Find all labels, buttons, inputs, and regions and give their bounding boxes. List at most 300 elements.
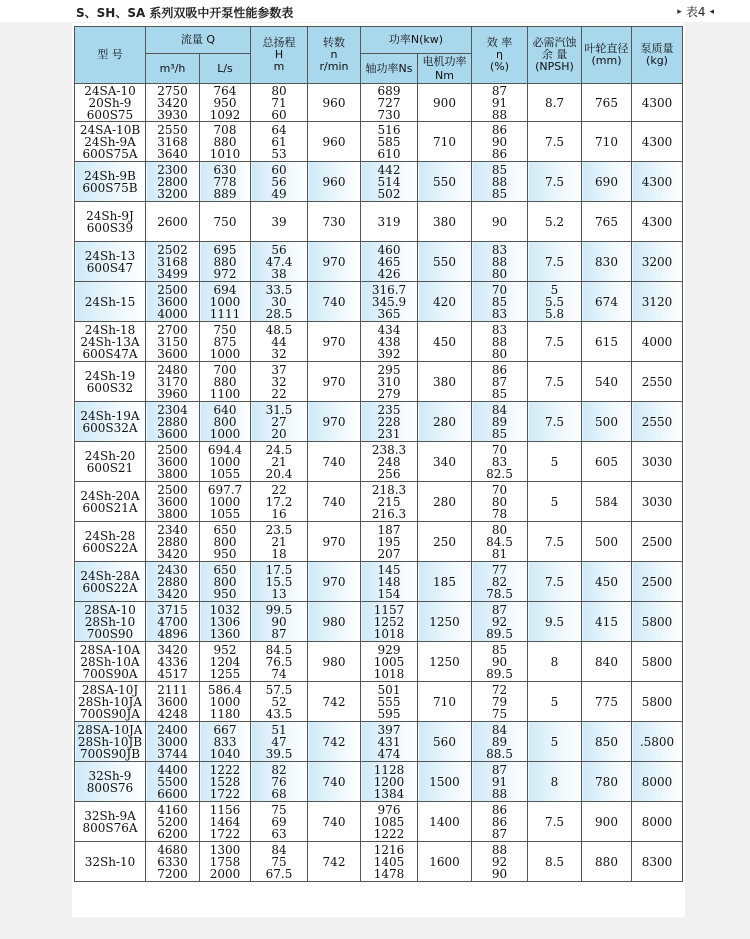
cell-efficiency-line: 91	[491, 774, 508, 789]
cell-motor-power: 1600	[418, 842, 472, 882]
cell-shaft-power-line: 1478	[373, 866, 405, 881]
cell-shaft-power-line: 595	[377, 706, 401, 721]
cell-npsh-line: 7.5	[544, 174, 565, 189]
cell-shaft-power	[361, 482, 418, 522]
table-row	[75, 482, 683, 522]
cell-shaft-power-line: 1222	[373, 826, 405, 841]
cell-efficiency	[472, 442, 528, 482]
cell-flow-m3h-line: 4000	[157, 306, 188, 321]
cell-impeller: 605	[582, 442, 632, 482]
cell-flow-ls-line: 800	[213, 574, 237, 589]
cell-flow-ls-line: 667	[213, 722, 237, 737]
cell-flow-ls	[200, 242, 251, 282]
cell-flow-m3h-line: 3420	[157, 586, 188, 601]
cell-head-line: 71	[271, 95, 287, 110]
cell-efficiency-line: 88	[491, 254, 508, 269]
cell-efficiency-line: 82	[491, 574, 508, 589]
table-row	[75, 362, 683, 402]
cell-mass: 3030	[632, 442, 683, 482]
cell-efficiency	[472, 482, 528, 522]
cell-npsh	[528, 562, 582, 602]
cell-efficiency-line: 84.5	[486, 534, 513, 549]
cell-head-line: 80	[271, 83, 287, 98]
cell-flow-ls-line: 650	[213, 562, 237, 577]
cell-model-line: 24Sh-9A	[84, 134, 136, 149]
cell-flow-m3h-line: 4400	[157, 762, 188, 777]
cell-efficiency	[472, 282, 528, 322]
cell-model-line: 28Sh-10JA	[77, 694, 143, 709]
cell-speed: 960	[308, 122, 361, 162]
cell-flow-m3h-line: 4336	[157, 654, 188, 669]
cell-head-line: 76	[271, 774, 287, 789]
cell-efficiency-line: 88	[491, 107, 508, 122]
cell-npsh-line: 7.5	[544, 574, 565, 589]
table-row	[75, 682, 683, 722]
cell-model-line: 600S21A	[82, 500, 138, 515]
col-head: 总扬程 H m	[251, 27, 308, 84]
cell-npsh	[528, 84, 582, 122]
cell-flow-m3h-line: 3168	[157, 254, 188, 269]
table-row	[75, 322, 683, 362]
cell-flow-ls-line: 1528	[209, 774, 241, 789]
cell-shaft-power-line: 295	[377, 362, 401, 377]
cell-model-line: 24Sh-20	[84, 448, 136, 463]
cell-flow-m3h	[146, 762, 200, 802]
cell-flow-m3h-line: 3600	[157, 454, 188, 469]
cell-shaft-power-line: 231	[377, 426, 401, 441]
col-mass: 泵质量 (kg)	[632, 27, 683, 84]
cell-head	[251, 722, 308, 762]
cell-speed: 742	[308, 722, 361, 762]
cell-flow-m3h-line: 2500	[157, 282, 188, 297]
cell-shaft-power-line: 426	[377, 266, 401, 281]
cell-impeller: 765	[582, 202, 632, 242]
cell-efficiency-line: 90	[491, 134, 508, 149]
cell-impeller: 830	[582, 242, 632, 282]
cell-shaft-power-line: 216.3	[371, 506, 407, 521]
cell-flow-ls-line: 800	[213, 414, 237, 429]
page-header	[0, 0, 750, 22]
cell-flow-ls	[200, 682, 251, 722]
cell-shaft-power	[361, 642, 418, 682]
pump-performance-table	[74, 26, 683, 882]
cell-shaft-power-line: 228	[377, 414, 401, 429]
cell-mass: 2550	[632, 402, 683, 442]
cell-motor-power: 560	[418, 722, 472, 762]
cell-efficiency	[472, 682, 528, 722]
cell-head-line: 37	[271, 362, 287, 377]
cell-efficiency-line: 83	[491, 306, 508, 321]
cell-head	[251, 602, 308, 642]
cell-flow-m3h-line: 3600	[157, 346, 188, 361]
cell-model	[75, 682, 146, 722]
cell-shaft-power	[361, 762, 418, 802]
cell-flow-ls	[200, 402, 251, 442]
table-row	[75, 242, 683, 282]
cell-head-line: 39	[271, 214, 287, 229]
cell-efficiency-line: 86	[491, 802, 508, 817]
cell-shaft-power-line: 316.7	[371, 282, 407, 297]
cell-npsh-line: 9.5	[544, 614, 565, 629]
prev-arrow-icon[interactable]: ▸	[677, 6, 682, 17]
cell-efficiency	[472, 362, 528, 402]
cell-npsh	[528, 202, 582, 242]
cell-shaft-power-line: 1384	[373, 786, 405, 801]
cell-head-line: 20.4	[265, 466, 293, 481]
cell-speed: 980	[308, 602, 361, 642]
cell-model-line: 24Sh-18	[84, 322, 136, 337]
cell-head-line: 76.5	[265, 654, 293, 669]
cell-flow-ls-line: 650	[213, 522, 237, 537]
cell-efficiency-line: 92	[491, 614, 508, 629]
cell-flow-ls-line: 833	[213, 734, 237, 749]
cell-model-line: 700S90JB	[79, 746, 141, 761]
cell-flow-ls-line: 1360	[209, 626, 241, 641]
cell-mass: 4000	[632, 322, 683, 362]
table-row	[75, 162, 683, 202]
cell-flow-ls-line: 1000	[209, 346, 241, 361]
cell-flow-ls-line: 640	[213, 402, 237, 417]
cell-flow-m3h	[146, 402, 200, 442]
cell-model-line: 20Sh-9	[88, 95, 132, 110]
cell-flow-ls-line: 708	[213, 122, 237, 137]
cell-head	[251, 322, 308, 362]
cell-flow-ls-line: 1092	[209, 107, 241, 122]
cell-flow-m3h-line: 3600	[157, 426, 188, 441]
cell-efficiency	[472, 642, 528, 682]
cell-model	[75, 122, 146, 162]
cell-npsh	[528, 802, 582, 842]
cell-shaft-power-line: 1216	[373, 842, 405, 857]
cell-impeller: 780	[582, 762, 632, 802]
cell-head-line: 90	[271, 614, 287, 629]
cell-mass: 4300	[632, 202, 683, 242]
cell-shaft-power-line: 442	[377, 162, 401, 177]
col-efficiency: 效 率 η (%)	[472, 27, 528, 84]
cell-flow-ls-line: 875	[213, 334, 237, 349]
cell-flow-ls-line: 750	[213, 214, 237, 229]
cell-efficiency-line: 89.5	[486, 626, 513, 641]
cell-efficiency-line: 75	[491, 706, 508, 721]
cell-head-line: 61	[271, 134, 287, 149]
cell-flow-m3h-line: 3930	[157, 107, 188, 122]
cell-motor-power: 420	[418, 282, 472, 322]
cell-shaft-power-line: 218.3	[371, 482, 407, 497]
cell-mass: 5800	[632, 602, 683, 642]
cell-model-line: 600S47A	[82, 346, 138, 361]
cell-shaft-power-line: 502	[377, 186, 401, 201]
cell-impeller: 840	[582, 642, 632, 682]
cell-flow-ls-line: 1204	[209, 654, 241, 669]
table-nav	[677, 3, 714, 20]
cell-head-line: 84.5	[265, 642, 293, 657]
col-npsh: 必需汽蚀 余 量 (NPSH)	[528, 27, 582, 84]
cell-head	[251, 842, 308, 882]
table-row	[75, 202, 683, 242]
cell-model	[75, 602, 146, 642]
cell-flow-m3h-line: 2880	[157, 414, 188, 429]
cell-flow-m3h-line: 3170	[157, 374, 188, 389]
cell-head-line: 69	[271, 814, 287, 829]
cell-shaft-power-line: 310	[377, 374, 401, 389]
cell-flow-m3h-line: 2304	[157, 402, 188, 417]
table-row	[75, 762, 683, 802]
cell-flow-ls-line: 1000	[209, 494, 241, 509]
col-impeller: 叶轮直径 (mm)	[582, 27, 632, 84]
cell-flow-ls-line: 952	[213, 642, 237, 657]
cell-head-line: 68	[271, 786, 287, 801]
cell-model-line: 28SA-10A	[79, 642, 141, 657]
cell-mass: 3030	[632, 482, 683, 522]
cell-head-line: 18	[271, 546, 287, 561]
cell-speed: 970	[308, 362, 361, 402]
cell-flow-m3h-line: 3200	[157, 186, 188, 201]
cell-shaft-power	[361, 442, 418, 482]
cell-model-line: 24Sh-28A	[80, 568, 140, 583]
cell-motor-power: 710	[418, 682, 472, 722]
cell-model	[75, 722, 146, 762]
cell-impeller: 765	[582, 84, 632, 122]
cell-motor-power: 1400	[418, 802, 472, 842]
cell-npsh	[528, 762, 582, 802]
cell-flow-m3h	[146, 522, 200, 562]
cell-flow-ls-line: 1222	[209, 762, 241, 777]
cell-shaft-power-line: 1200	[373, 774, 405, 789]
cell-flow-ls-line: 1040	[209, 746, 241, 761]
cell-flow-ls-line: 1032	[209, 602, 241, 617]
cell-npsh-line: 5	[550, 282, 559, 297]
cell-model-line: 700S90	[86, 626, 134, 641]
cell-flow-m3h-line: 2300	[157, 162, 188, 177]
cell-mass: 2550	[632, 362, 683, 402]
cell-npsh-line: 8	[550, 774, 559, 789]
cell-flow-m3h-line: 3715	[157, 602, 188, 617]
cell-npsh	[528, 642, 582, 682]
cell-flow-ls-line: 800	[213, 534, 237, 549]
cell-efficiency-line: 90	[491, 654, 508, 669]
cell-model-line: 24Sh-20A	[80, 488, 140, 503]
cell-flow-m3h	[146, 282, 200, 322]
cell-model-line: 32Sh-9	[88, 768, 132, 783]
cell-flow-ls	[200, 122, 251, 162]
cell-efficiency-line: 83	[491, 322, 508, 337]
cell-model	[75, 162, 146, 202]
cell-model-line: 32Sh-9A	[84, 808, 136, 823]
cell-shaft-power	[361, 602, 418, 642]
cell-head-line: 99.5	[265, 602, 293, 617]
cell-flow-m3h	[146, 362, 200, 402]
cell-model-line: 600S32	[86, 380, 134, 395]
cell-npsh-line: 5	[550, 454, 559, 469]
cell-flow-m3h-line: 4896	[157, 626, 188, 641]
cell-flow-ls-line: 880	[213, 254, 237, 269]
cell-flow-ls	[200, 762, 251, 802]
cell-model-line: 24Sh-19	[84, 368, 136, 383]
cell-flow-m3h-line: 3600	[157, 294, 188, 309]
cell-impeller: 710	[582, 122, 632, 162]
cell-shaft-power-line: 1018	[373, 666, 405, 681]
cell-impeller: 450	[582, 562, 632, 602]
cell-shaft-power	[361, 122, 418, 162]
cell-model-line: 800S76A	[82, 820, 138, 835]
cell-flow-ls-line: 1306	[209, 614, 241, 629]
cell-model-line: 600S75	[86, 107, 134, 122]
cell-efficiency	[472, 562, 528, 602]
cell-flow-ls	[200, 722, 251, 762]
cell-model-line: 24Sh-13A	[80, 334, 140, 349]
cell-motor-power: 1500	[418, 762, 472, 802]
cell-head	[251, 84, 308, 122]
cell-mass: .5800	[632, 722, 683, 762]
table-row	[75, 122, 683, 162]
cell-shaft-power	[361, 402, 418, 442]
cell-npsh-line: 7.5	[544, 414, 565, 429]
cell-flow-ls	[200, 802, 251, 842]
cell-model-line: 24Sh-19A	[80, 408, 140, 423]
cell-efficiency	[472, 762, 528, 802]
cell-head-line: 63	[271, 826, 287, 841]
cell-head-line: 21	[271, 454, 287, 469]
cell-flow-ls-line: 950	[213, 546, 237, 561]
cell-npsh	[528, 162, 582, 202]
cell-efficiency-line: 83	[491, 242, 508, 257]
cell-impeller: 880	[582, 842, 632, 882]
cell-model	[75, 242, 146, 282]
cell-efficiency-line: 72	[491, 682, 508, 697]
cell-model-line: 24Sh-9J	[86, 208, 134, 223]
cell-flow-ls-line: 1722	[209, 786, 241, 801]
col-model: 型 号	[75, 27, 146, 84]
table-row	[75, 602, 683, 642]
cell-flow-m3h-line: 7200	[157, 866, 188, 881]
cell-flow-m3h-line: 3150	[157, 334, 188, 349]
cell-model-line: 600S39	[86, 220, 134, 235]
cell-flow-m3h	[146, 682, 200, 722]
cell-model-line: 24Sh-28	[84, 528, 136, 543]
cell-speed: 970	[308, 322, 361, 362]
cell-head-line: 23.5	[265, 522, 293, 537]
cell-model-line: 600S22A	[82, 580, 138, 595]
cell-flow-m3h-line: 2400	[157, 722, 188, 737]
cell-speed: 960	[308, 162, 361, 202]
cell-shaft-power-line: 727	[377, 95, 401, 110]
cell-head	[251, 242, 308, 282]
cell-npsh-line: 7.5	[544, 814, 565, 829]
cell-efficiency	[472, 122, 528, 162]
cell-flow-m3h-line: 3420	[157, 546, 188, 561]
cell-efficiency-line: 80	[491, 522, 508, 537]
cell-shaft-power	[361, 322, 418, 362]
cell-shaft-power-line: 465	[377, 254, 401, 269]
table-row	[75, 802, 683, 842]
cell-head-line: 38	[271, 266, 287, 281]
cell-flow-m3h-line: 3960	[157, 386, 188, 401]
table-row	[75, 522, 683, 562]
cell-impeller: 500	[582, 402, 632, 442]
cell-model	[75, 322, 146, 362]
cell-flow-ls-line: 630	[213, 162, 237, 177]
cell-model-line: 600S75A	[82, 146, 138, 161]
cell-efficiency-line: 88	[491, 174, 508, 189]
cell-flow-m3h	[146, 842, 200, 882]
cell-impeller: 500	[582, 522, 632, 562]
cell-model	[75, 402, 146, 442]
cell-efficiency-line: 77	[491, 562, 508, 577]
cell-efficiency	[472, 84, 528, 122]
cell-npsh	[528, 242, 582, 282]
cell-flow-ls	[200, 602, 251, 642]
cell-head-line: 21	[271, 534, 287, 549]
cell-shaft-power-line: 689	[377, 83, 401, 98]
cell-flow-ls	[200, 562, 251, 602]
cell-shaft-power-line: 976	[377, 802, 401, 817]
cell-head-line: 49	[271, 186, 287, 201]
cell-head-line: 60	[271, 162, 287, 177]
cell-flow-m3h-line: 3000	[157, 734, 188, 749]
cell-shaft-power-line: 730	[377, 107, 401, 122]
cell-flow-ls-line: 1000	[209, 294, 241, 309]
cell-shaft-power-line: 235	[377, 402, 401, 417]
cell-model	[75, 362, 146, 402]
cell-flow-ls-line: 1255	[209, 666, 241, 681]
cell-model	[75, 762, 146, 802]
page-title: S、SH、SA 系列双吸中开泵性能参数表	[76, 6, 294, 20]
cell-speed: 740	[308, 762, 361, 802]
cell-efficiency-line: 87	[491, 826, 508, 841]
cell-efficiency-line: 88	[491, 334, 508, 349]
cell-head-line: 87	[271, 626, 287, 641]
cell-head	[251, 122, 308, 162]
cell-flow-m3h	[146, 122, 200, 162]
next-arrow-icon[interactable]: ◂	[709, 6, 714, 17]
cell-shaft-power-line: 585	[377, 134, 401, 149]
cell-flow-ls-line: 700	[213, 362, 237, 377]
cell-model	[75, 282, 146, 322]
cell-efficiency	[472, 602, 528, 642]
cell-efficiency-line: 70	[491, 282, 508, 297]
cell-flow-ls-line: 889	[213, 186, 237, 201]
cell-npsh-line: 5	[550, 734, 559, 749]
cell-model	[75, 802, 146, 842]
cell-head-line: 47	[271, 734, 287, 749]
cell-motor-power: 450	[418, 322, 472, 362]
col-flow-ls: L/s	[200, 54, 251, 84]
cell-flow-ls-line: 1111	[209, 306, 241, 321]
cell-flow-m3h-line: 2480	[157, 362, 188, 377]
cell-flow-m3h-line: 2750	[157, 83, 188, 98]
cell-head-line: 28.5	[265, 306, 293, 321]
cell-flow-m3h-line: 2550	[157, 122, 188, 137]
cell-shaft-power-line: 1128	[373, 762, 405, 777]
cell-efficiency-line: 80	[491, 346, 508, 361]
cell-impeller: 615	[582, 322, 632, 362]
cell-flow-ls	[200, 362, 251, 402]
cell-flow-m3h-line: 3420	[157, 95, 188, 110]
cell-shaft-power-line: 438	[377, 334, 401, 349]
cell-efficiency-line: 80	[491, 266, 508, 281]
cell-shaft-power-line: 1005	[373, 654, 405, 669]
table-row	[75, 282, 683, 322]
cell-head-line: 47.4	[265, 254, 293, 269]
cell-mass: 8000	[632, 762, 683, 802]
cell-shaft-power	[361, 802, 418, 842]
cell-shaft-power-line: 248	[377, 454, 401, 469]
cell-flow-m3h	[146, 162, 200, 202]
cell-speed: 970	[308, 402, 361, 442]
cell-head	[251, 482, 308, 522]
cell-model-line: 28SA-10JA	[77, 722, 143, 737]
cell-impeller: 584	[582, 482, 632, 522]
